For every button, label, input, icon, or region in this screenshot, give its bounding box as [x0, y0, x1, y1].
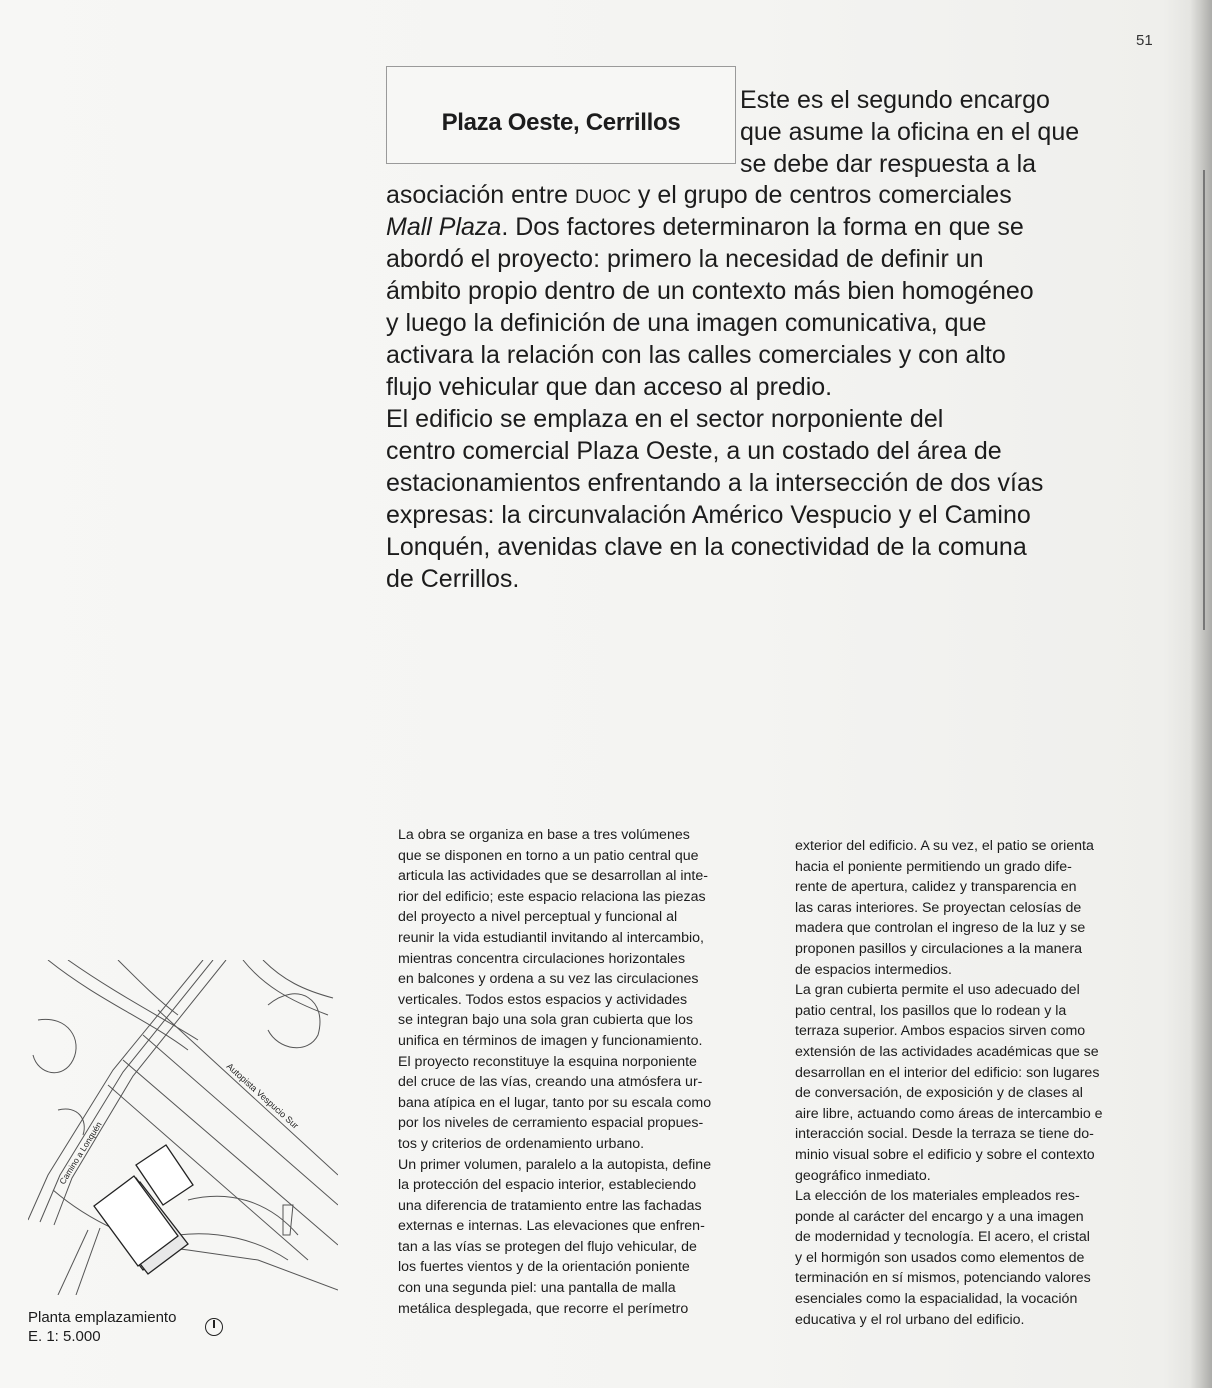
intro-line: abordó el proyecto: primero la necesidad de definir un [386, 245, 984, 273]
text-line: del proyecto a nivel perceptual y funcional al [398, 909, 678, 926]
map-road-line [283, 1205, 293, 1235]
text-line: educativa y el rol urbano del edificio. [795, 1311, 1025, 1328]
text-line: de espacios intermedios. [795, 961, 952, 978]
text-line: mientras concentra circulaciones horizontales [398, 950, 686, 967]
text-line: exterior del edificio. A su vez, el patio se orienta [795, 838, 1094, 854]
text-line: hacia el poniente permitiendo un grado dife- [795, 858, 1072, 875]
map-road-line [76, 1228, 100, 1295]
text-line: en balcones y ordena a su vez las circulaciones [398, 971, 699, 988]
text-line: geográfico inmediato. [795, 1167, 931, 1184]
text-line: bana atípica en el lugar, tanto por su escala como [398, 1094, 712, 1111]
text-line: La gran cubierta permite el uso adecuado del [795, 982, 1080, 999]
text-line: articula las actividades que se desarrollan al inte- [398, 868, 708, 885]
text-line: Un primer volumen, paralelo a la autopista, define [398, 1156, 712, 1173]
intro-line: estacionamientos enfrentando a la intersección de dos vías [386, 469, 1044, 497]
text-line: verticales. Todos estos espacios y actividades [398, 991, 688, 1008]
map-road-line [58, 1230, 88, 1295]
text-line: La obra se organiza en base a tres volúmenes [398, 827, 690, 843]
text-line: proponen pasillos y circulaciones a la manera [795, 940, 1083, 957]
body-column-right [795, 836, 1103, 1330]
text-line: extensión de las actividades académicas que se [795, 1043, 1099, 1060]
text-line: ponde al carácter del encargo y a una imagen [795, 1208, 1084, 1225]
text-line: desarrollan en el interior del edificio: son lugares [795, 1064, 1100, 1081]
text-line: rente de apertura, calidez y transparencia en [795, 879, 1077, 896]
text-line: la protección del espacio interior, estableciendo [398, 1177, 697, 1194]
text-line: reunir la vida estudiantil invitando al intercambio, [398, 929, 704, 946]
intro-line: Lonquén, avenidas clave en la conectividad de la comuna [386, 533, 1027, 561]
text-line: por los niveles de cerramiento espacial propues- [398, 1115, 704, 1132]
text-line: externas e internas. Las elevaciones que enfren- [398, 1218, 705, 1235]
caption-scale: E. 1: 5.000 [28, 1328, 101, 1345]
intro-line: activara la relación con las calles comerciales y con alto [386, 341, 1006, 369]
text-line: interacción social. Desde la terraza se tiene do- [795, 1126, 1094, 1143]
text-line: tan a las vías se protegen del flujo vehicular, de [398, 1238, 697, 1255]
intro-line: que asume la oficina en el que [740, 118, 1080, 146]
intro-line: expresas: la circunvalación Américo Vespucio y el Camino [386, 501, 1031, 529]
page-number: 51 [1136, 32, 1153, 49]
building-footprint [94, 1145, 193, 1274]
text-line: tos y criterios de ordenamiento urbano. [398, 1135, 645, 1152]
map-road-line [188, 1196, 298, 1235]
map-label-lonquen: Camino a Lonquén [57, 1119, 104, 1187]
map-road-line [158, 1010, 338, 1175]
text-line: de conversación, de exposición y de clases al [795, 1085, 1083, 1102]
text-line: esenciales como la espacialidad, la vocación [795, 1291, 1078, 1308]
intro-line: y luego la definición de una imagen comunicativa, que [386, 309, 987, 337]
text-line: terminación en sí mismos, potenciando valores [795, 1270, 1091, 1287]
intro-line: centro comercial Plaza Oeste, a un costado del área de [386, 437, 1002, 465]
intro-line: de Cerrillos. [386, 565, 520, 593]
north-arrow-icon [205, 1318, 223, 1336]
map-road-line [33, 1019, 76, 1072]
title-box [386, 66, 736, 164]
intro-line: El edificio se emplaza en el sector norponiente del [386, 405, 944, 433]
map-road-line [188, 1250, 338, 1290]
text-line: La elección de los materiales empleados res- [795, 1188, 1080, 1205]
text-line: unifica en términos de imagen y funcionamiento. [398, 1032, 703, 1049]
map-road-line [118, 960, 178, 1015]
text-line: terraza superior. Ambos espacios sirven como [795, 1023, 1086, 1040]
text-line: una diferencia de tratamiento entre las fachadas [398, 1197, 702, 1214]
text-line: los fuertes vientos y de la orientación poniente [398, 1259, 690, 1276]
text-line: patio central, los pasillos que lo rodean y la [795, 1002, 1067, 1019]
text-line: y el hormigón son usados como elementos de [795, 1249, 1085, 1266]
intro-line: asociación entre DUOC y el grupo de centros comerciales [386, 181, 1012, 209]
caption-title: Planta emplazamiento [28, 1309, 177, 1326]
text-line: madera que controlan el ingreso de la luz y se [795, 920, 1086, 937]
book-spine-line [1203, 170, 1205, 630]
map-road-line [48, 960, 188, 1050]
text-line: se integran bajo una sola gran cubierta que los [398, 1012, 693, 1029]
text-line: minio visual sobre el edificio y sobre el contexto [795, 1146, 1095, 1163]
text-line: las caras interiores. Se proyectan celosías de [795, 899, 1082, 916]
intro-line: ámbito propio dentro de un contexto más bien homogéneo [386, 277, 1034, 305]
intro-line: Este es el segundo encargo [740, 86, 1050, 114]
intro-line-mall-plaza: Mall Plaza. Dos factores determinaron la forma en que se [386, 213, 1024, 241]
text-line: aire libre, actuando como áreas de intercambio e [795, 1105, 1103, 1122]
text-line: El proyecto reconstituye la esquina norponiente [398, 1053, 697, 1070]
map-caption [28, 1308, 176, 1346]
text-line: de modernidad y tecnología. El acero, el cristal [795, 1229, 1090, 1246]
page-title: Plaza Oeste, Cerrillos [441, 109, 681, 136]
map-road-line [263, 960, 333, 998]
map-road-line [68, 960, 198, 1040]
text-line: metálica desplegada, que recorre el perímetro [398, 1300, 689, 1317]
text-line: que se disponen en torno a un patio central que [398, 847, 699, 864]
body-column-left [398, 825, 711, 1319]
text-line: con una segunda piel: una pantalla de malla [398, 1280, 676, 1297]
map-road-line [268, 994, 320, 1048]
text-line: rior del edificio; este espacio relaciona las piezas [398, 888, 706, 905]
map-label-vespucio: Autopista Vespucio Sur [224, 1061, 301, 1131]
site-plan-map [28, 960, 338, 1295]
intro-line: se debe dar respuesta a la [740, 150, 1037, 178]
text-line: del cruce de las vías, creando una atmósfera ur- [398, 1074, 703, 1091]
book-spine-shadow [1190, 0, 1212, 1388]
intro-line: flujo vehicular que dan acceso al predio. [386, 373, 833, 401]
map-road-line [243, 960, 328, 1015]
